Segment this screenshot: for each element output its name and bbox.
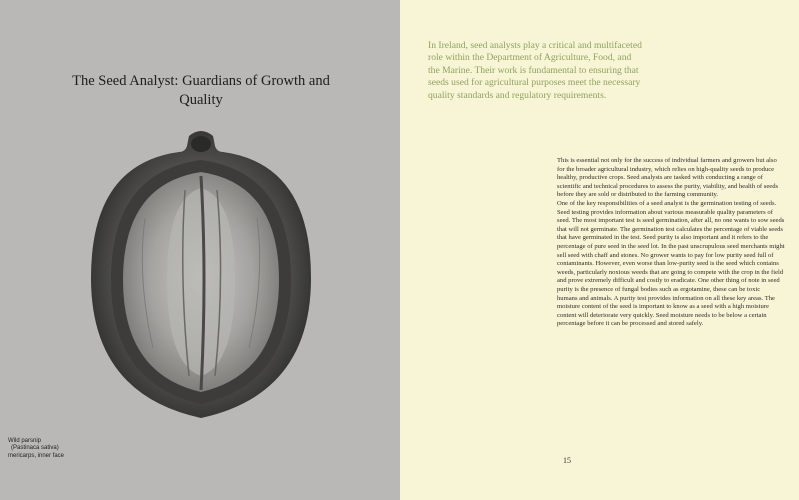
caption-line: mericarps, inner face — [8, 452, 65, 459]
body-paragraph: humans and animals. A purity test provides information on all these key areas. The moisture content of the seed is important to know as a seed with a high moisture content will deteriorate very quickly. Seed moisture needs to be below a certain percentage before it can be processed and stored safely. — [557, 294, 775, 328]
body-paragraph: One of the key responsibilities of a seed analyst is the germination testing of seeds. Seed testing provides information about various measurable quality parameters of seed. The most important test is seed germination, after all, no one wants to sow seeds that will not germinate. The germination test calculates the percentage of viable seeds that have germinated in the test. Seed purity is also important and it refers to the percentage of pure seed in the seed lot. In the past unscrupulous seed merchants might sell seed with chaff and stones. No grower wants to pay for low purity seed full of contaminants. However, even worse than low-purity seed is the seed which contains weeds, particularly noxious weeds that are going to compete with the crop in the field and prove extremely difficult and costly to eradicate. One other thing of note in seed purity is the presence of fungal bodies such as ergotamine, these can be toxic — [557, 199, 785, 293]
intro-paragraph: In Ireland, seed analysts play a critical and multifaceted role within the Department of Agriculture, Food, and the Marine. Their work is fundamental to ensuring that seeds used for agricultural purposes meet the necessary quality standards and regulatory requirements. — [428, 40, 642, 101]
body-paragraph: This is essential not only for the success of individual farmers and growers but also for the broader agricultural industry, which relies on high-quality seeds to produce healthy, productive crops. Seed analysts are tasked with conducting a range of scientific and technical procedures to assess the purity, viability, and health of seeds before they are sold or distributed to the farming community. — [557, 157, 779, 199]
seed-photo — [85, 128, 317, 420]
page-title: The Seed Analyst: Guardians of Growth and Quality — [72, 73, 330, 108]
page-number: 15 — [563, 456, 571, 465]
caption-line: Wild parsnip — [8, 438, 42, 444]
body-text — [557, 157, 785, 329]
photo-caption — [8, 438, 128, 460]
caption-line: (Pastinaca sativa) — [11, 445, 59, 452]
